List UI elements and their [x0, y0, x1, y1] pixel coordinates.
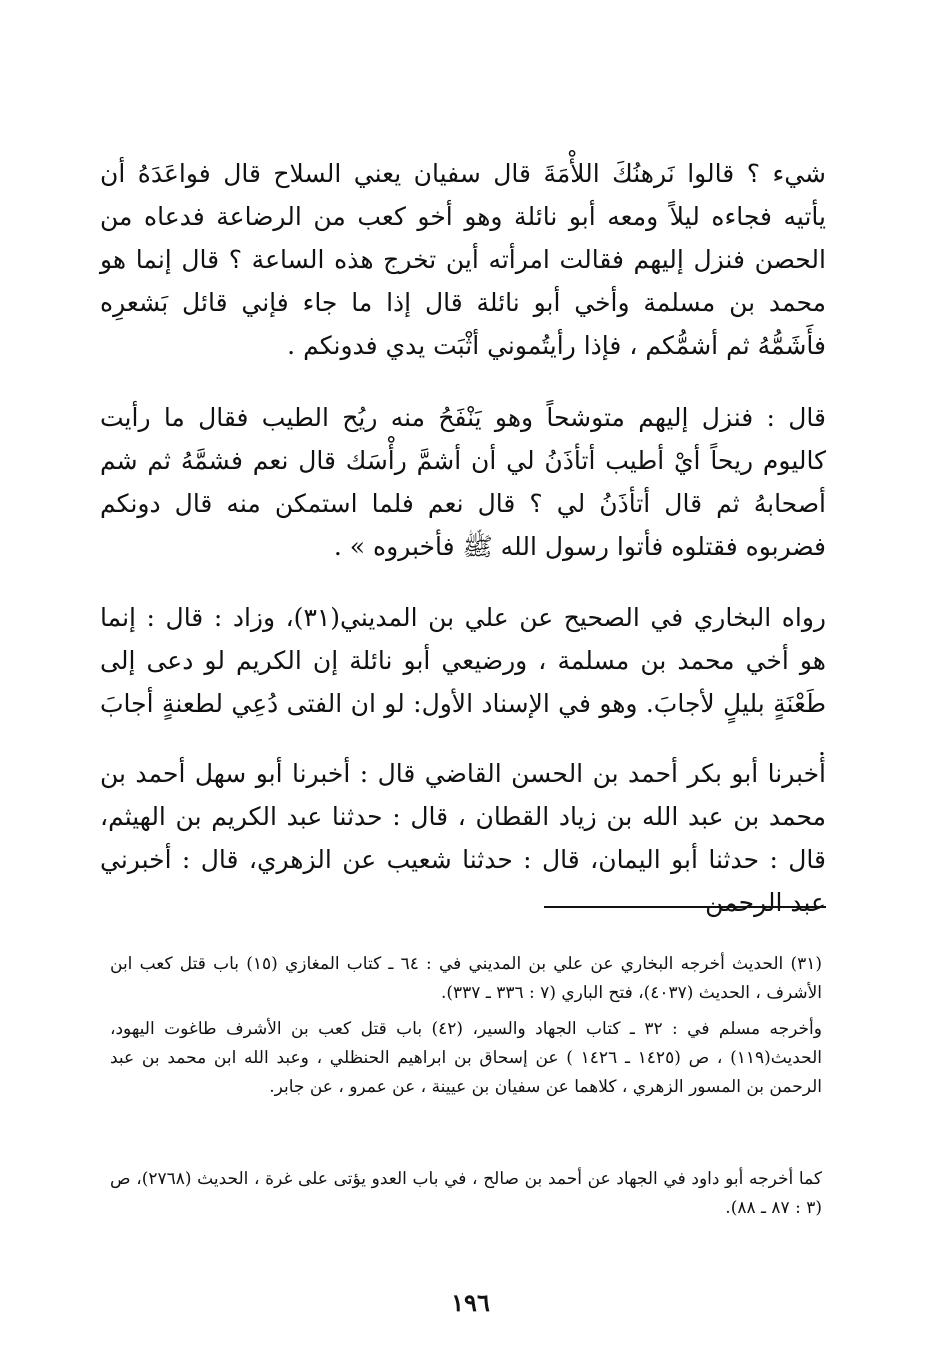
- body-paragraph-4: أخبرنا أبو بكر أحمد بن الحسن القاضي قال : أخبرنا أبو سهل أحمد بن محمد بن عبد الله بن زياد القطان ، قال : حدثنا عبد الكريم بن الهيثم، قال : حدثنا أبو اليمان، قال : حدثنا شعيب عن الزهري، قال : أخبرني عبد الرحمن: [100, 759, 826, 917]
- footnote-abu-dawud: كما أخرجه أبو داود في الجهاد عن أحمد بن صالح ، في باب العدو يؤتى على غرة ، الحديث (٢٧٦٨)، ص (٣ : ٨٧ ـ ٨٨).: [110, 1169, 822, 1218]
- body-paragraph-3: رواه البخاري في الصحيح عن علي بن المديني(٣١)، وزاد : قال : إنما هو أخي محمد بن مسلمة ، ورضيعي أبو نائلة إن الكريم لو دعى إلى طَعْنَةٍ بليلٍ لأجابَ. وهو في الإسناد الأول: لو ان الفتى دُعِي لطعنةٍ أجابَ .: [100, 603, 826, 761]
- footnote-31: (٣١) الحديث أخرجه البخاري عن علي بن المديني في : ٦٤ ـ كتاب المغازي (١٥) باب قتل كعب ابن الأشرف ، الحديث (٤٠٣٧)، فتح الباري (٧ : ٣٣٦ ـ ٣٣٧).: [110, 954, 822, 1003]
- body-paragraph-2: قال : فنزل إليهم متوشحاً وهو يَنْفَحُ منه ريُح الطيب فقال ما رأيت كاليوم ريحاً أيْ أطيب أتأذَنُ لي أن أشمَّ رأْسَك قال نعم فشمَّهُ ثم شم أصحابهُ ثم قال أتأذَنُ لي ؟ قال نعم فلما استمكن منه قال دونكم فضربوه فقتلوه فأتوا رسول الله ﷺ فأخبروه » .: [100, 403, 826, 561]
- footnote-muslim: وأخرجه مسلم في : ٣٢ ـ كتاب الجهاد والسير، (٤٢) باب قتل كعب بن الأشرف طاغوت اليهود، الحديث(١١٩) ، ص (١٤٢٥ ـ ١٤٢٦ ) عن إسحاق بن ابراهيم الحنظلي ، وعبد الله ابن محمد بن عبد الرحمن بن المسور الزهري ، كلاهما عن سفيان بن عيينة ، عن عمرو ، عن جابر.: [110, 1019, 822, 1097]
- footnote-separator: [544, 906, 826, 908]
- body-paragraph-1: شيء ؟ قالوا نَرهنُكَ اللأْمَةَ قال سفيان يعني السلاح قال فواعَدَهُ أن يأتيه فجاءه ليلاً ومعه أبو نائلة وهو أخو كعب من الرضاعة فدعاه من الحصن فنزل إليهم فقالت امرأته أين تخرج هذه الساعة ؟ قال إنما هو محمد بن مسلمة وأخي أبو نائلة قال إذا ما جاء فإني قائل بَشعرِه فأَشَمُّهُ ثم أشمُّكم ، فإذا رأيتُموني أثْبَت يدي فدونكم .: [100, 159, 826, 360]
- page-number: ١٩٦: [451, 1288, 490, 1317]
